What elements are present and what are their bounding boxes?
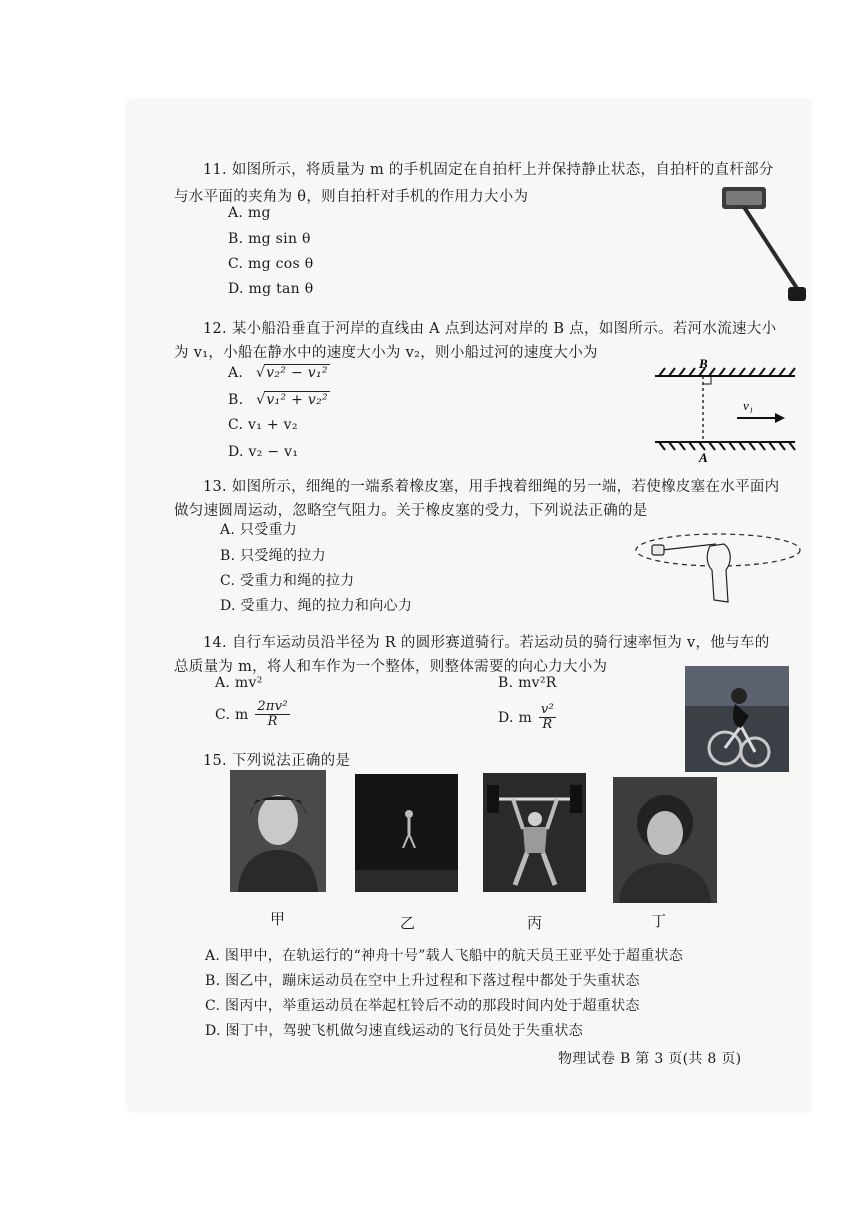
q12-option-c: C. v₁ + v₂ xyxy=(228,417,298,433)
q14-option-d-fraction: $\frac{\text{v²}}{R}$ xyxy=(540,702,555,733)
string-line xyxy=(662,544,716,550)
page-footer: 物理试卷 B 第 3 页(共 8 页) xyxy=(558,1051,742,1067)
q13-line2: 做匀速圆周运动，忽略空气阻力。关于橡皮塞的受力，下列说法正确的是 xyxy=(174,503,648,519)
trampoline-illustration xyxy=(355,774,458,892)
hand-shape xyxy=(707,544,730,602)
q11-option-c: C. mg cos θ xyxy=(228,256,314,272)
q12-option-d: D. v₂ − v₁ xyxy=(228,444,299,460)
q11-option-a: A. mg xyxy=(228,205,271,221)
stick-handle xyxy=(788,287,806,301)
astronaut-illustration xyxy=(230,770,326,892)
caption-jia: 甲 xyxy=(270,910,286,928)
cyclist-photo xyxy=(685,666,789,772)
caption-bing: 丙 xyxy=(527,914,543,932)
q15-option-d: D. 图丁中，驾驶飞机做匀速直线运动的飞行员处于失重状态 xyxy=(205,1023,584,1039)
cyclist-illustration xyxy=(685,666,789,772)
q14-line1: 14. 自行车运动员沿半径为 R 的圆形赛道骑行。若运动员的骑行速率恒为 v，他与车的 xyxy=(203,635,770,651)
stick-shape xyxy=(744,207,800,293)
q12-option-b-expr: v₁² + v₂² xyxy=(266,392,328,408)
q15-option-b: B. 图乙中，蹦床运动员在空中上升过程和下落过程中都处于失重状态 xyxy=(205,973,640,989)
q13-option-b: B. 只受绳的拉力 xyxy=(220,548,326,564)
q12-line2: 为 v₁，小船在静水中的速度大小为 v₂，则小船过河的速度大小为 xyxy=(174,345,598,361)
point-a-label: A xyxy=(699,450,708,465)
q14-option-b: B. mv²R xyxy=(498,675,557,691)
caption-yi: 乙 xyxy=(400,914,416,932)
q11-line2: 与水平面的夹角为 θ，则自拍杆对手机的作用力大小为 xyxy=(174,189,529,205)
q15-option-c: C. 图丙中，举重运动员在举起杠铃后不动的那段时间内处于超重状态 xyxy=(205,998,640,1014)
q12-option-a-label: A. xyxy=(228,365,244,381)
right-angle-mark xyxy=(703,376,711,384)
q14-option-d-label: D. m xyxy=(498,709,533,726)
q14-line2: 总质量为 m，将人和车作为一个整体，则整体需要的向心力大小为 xyxy=(174,659,608,675)
q12-option-b-label: B. xyxy=(228,392,244,408)
v1-label: v₁ xyxy=(743,398,754,413)
q15-stem: 15. 下列说法正确的是 xyxy=(203,753,351,769)
photo-ding xyxy=(613,777,717,903)
q13-option-d: D. 受重力、绳的拉力和向心力 xyxy=(220,598,413,614)
q11-line1: 11. 如图所示，将质量为 m 的手机固定在自拍杆上并保持静止状态，自拍杆的直杆部分 xyxy=(203,162,774,178)
q13-line1: 13. 如图所示，细绳的一端系着橡皮塞，用手拽着细绳的另一端，若使橡皮塞在水平面内 xyxy=(203,479,780,495)
q14-option-c-label: C. m xyxy=(215,706,249,723)
selfie-stick-figure xyxy=(716,183,808,305)
q11-option-d: D. mg tan θ xyxy=(228,281,314,297)
q11-option-b: B. mg sin θ xyxy=(228,231,311,247)
photo-jia xyxy=(230,770,326,892)
photo-yi xyxy=(355,774,458,892)
q14-option-a: A. mv² xyxy=(215,675,263,691)
caption-ding: 丁 xyxy=(651,912,667,930)
q12-line1: 12. 某小船沿垂直于河岸的直线由 A 点到达河对岸的 B 点，如图所示。若河水流速大小 xyxy=(203,321,777,337)
q14-option-c-fraction: $\frac{\text{2πv²}}{R}$ xyxy=(257,699,288,730)
rubber-stopper-figure xyxy=(632,520,804,612)
q13-option-c: C. 受重力和绳的拉力 xyxy=(220,573,355,589)
q15-option-a: A. 图甲中，在轨运行的“神舟十号”载人飞船中的航天员王亚平处于超重状态 xyxy=(205,948,684,964)
current-arrow-head xyxy=(775,413,785,423)
point-b-label: B xyxy=(699,356,708,371)
rubber-stopper-shape xyxy=(652,545,664,555)
q13-option-a: A. 只受重力 xyxy=(220,522,298,538)
phone-screen xyxy=(726,191,762,205)
river-crossing-figure xyxy=(655,356,799,466)
pilot-illustration xyxy=(613,777,717,903)
q12-option-b: B. √v₁² + v₂² xyxy=(228,392,328,408)
q12-option-a-expr: v₂² − v₁² xyxy=(266,365,328,381)
photo-bing xyxy=(483,773,586,892)
bank-hatching-bottom xyxy=(659,442,795,450)
q14-option-d xyxy=(498,703,558,733)
bank-hatching-top xyxy=(659,368,795,376)
q12-option-a: A. √v₂² − v₁² xyxy=(228,365,328,381)
weightlifter-illustration xyxy=(483,773,586,892)
q14-option-c xyxy=(215,700,292,730)
